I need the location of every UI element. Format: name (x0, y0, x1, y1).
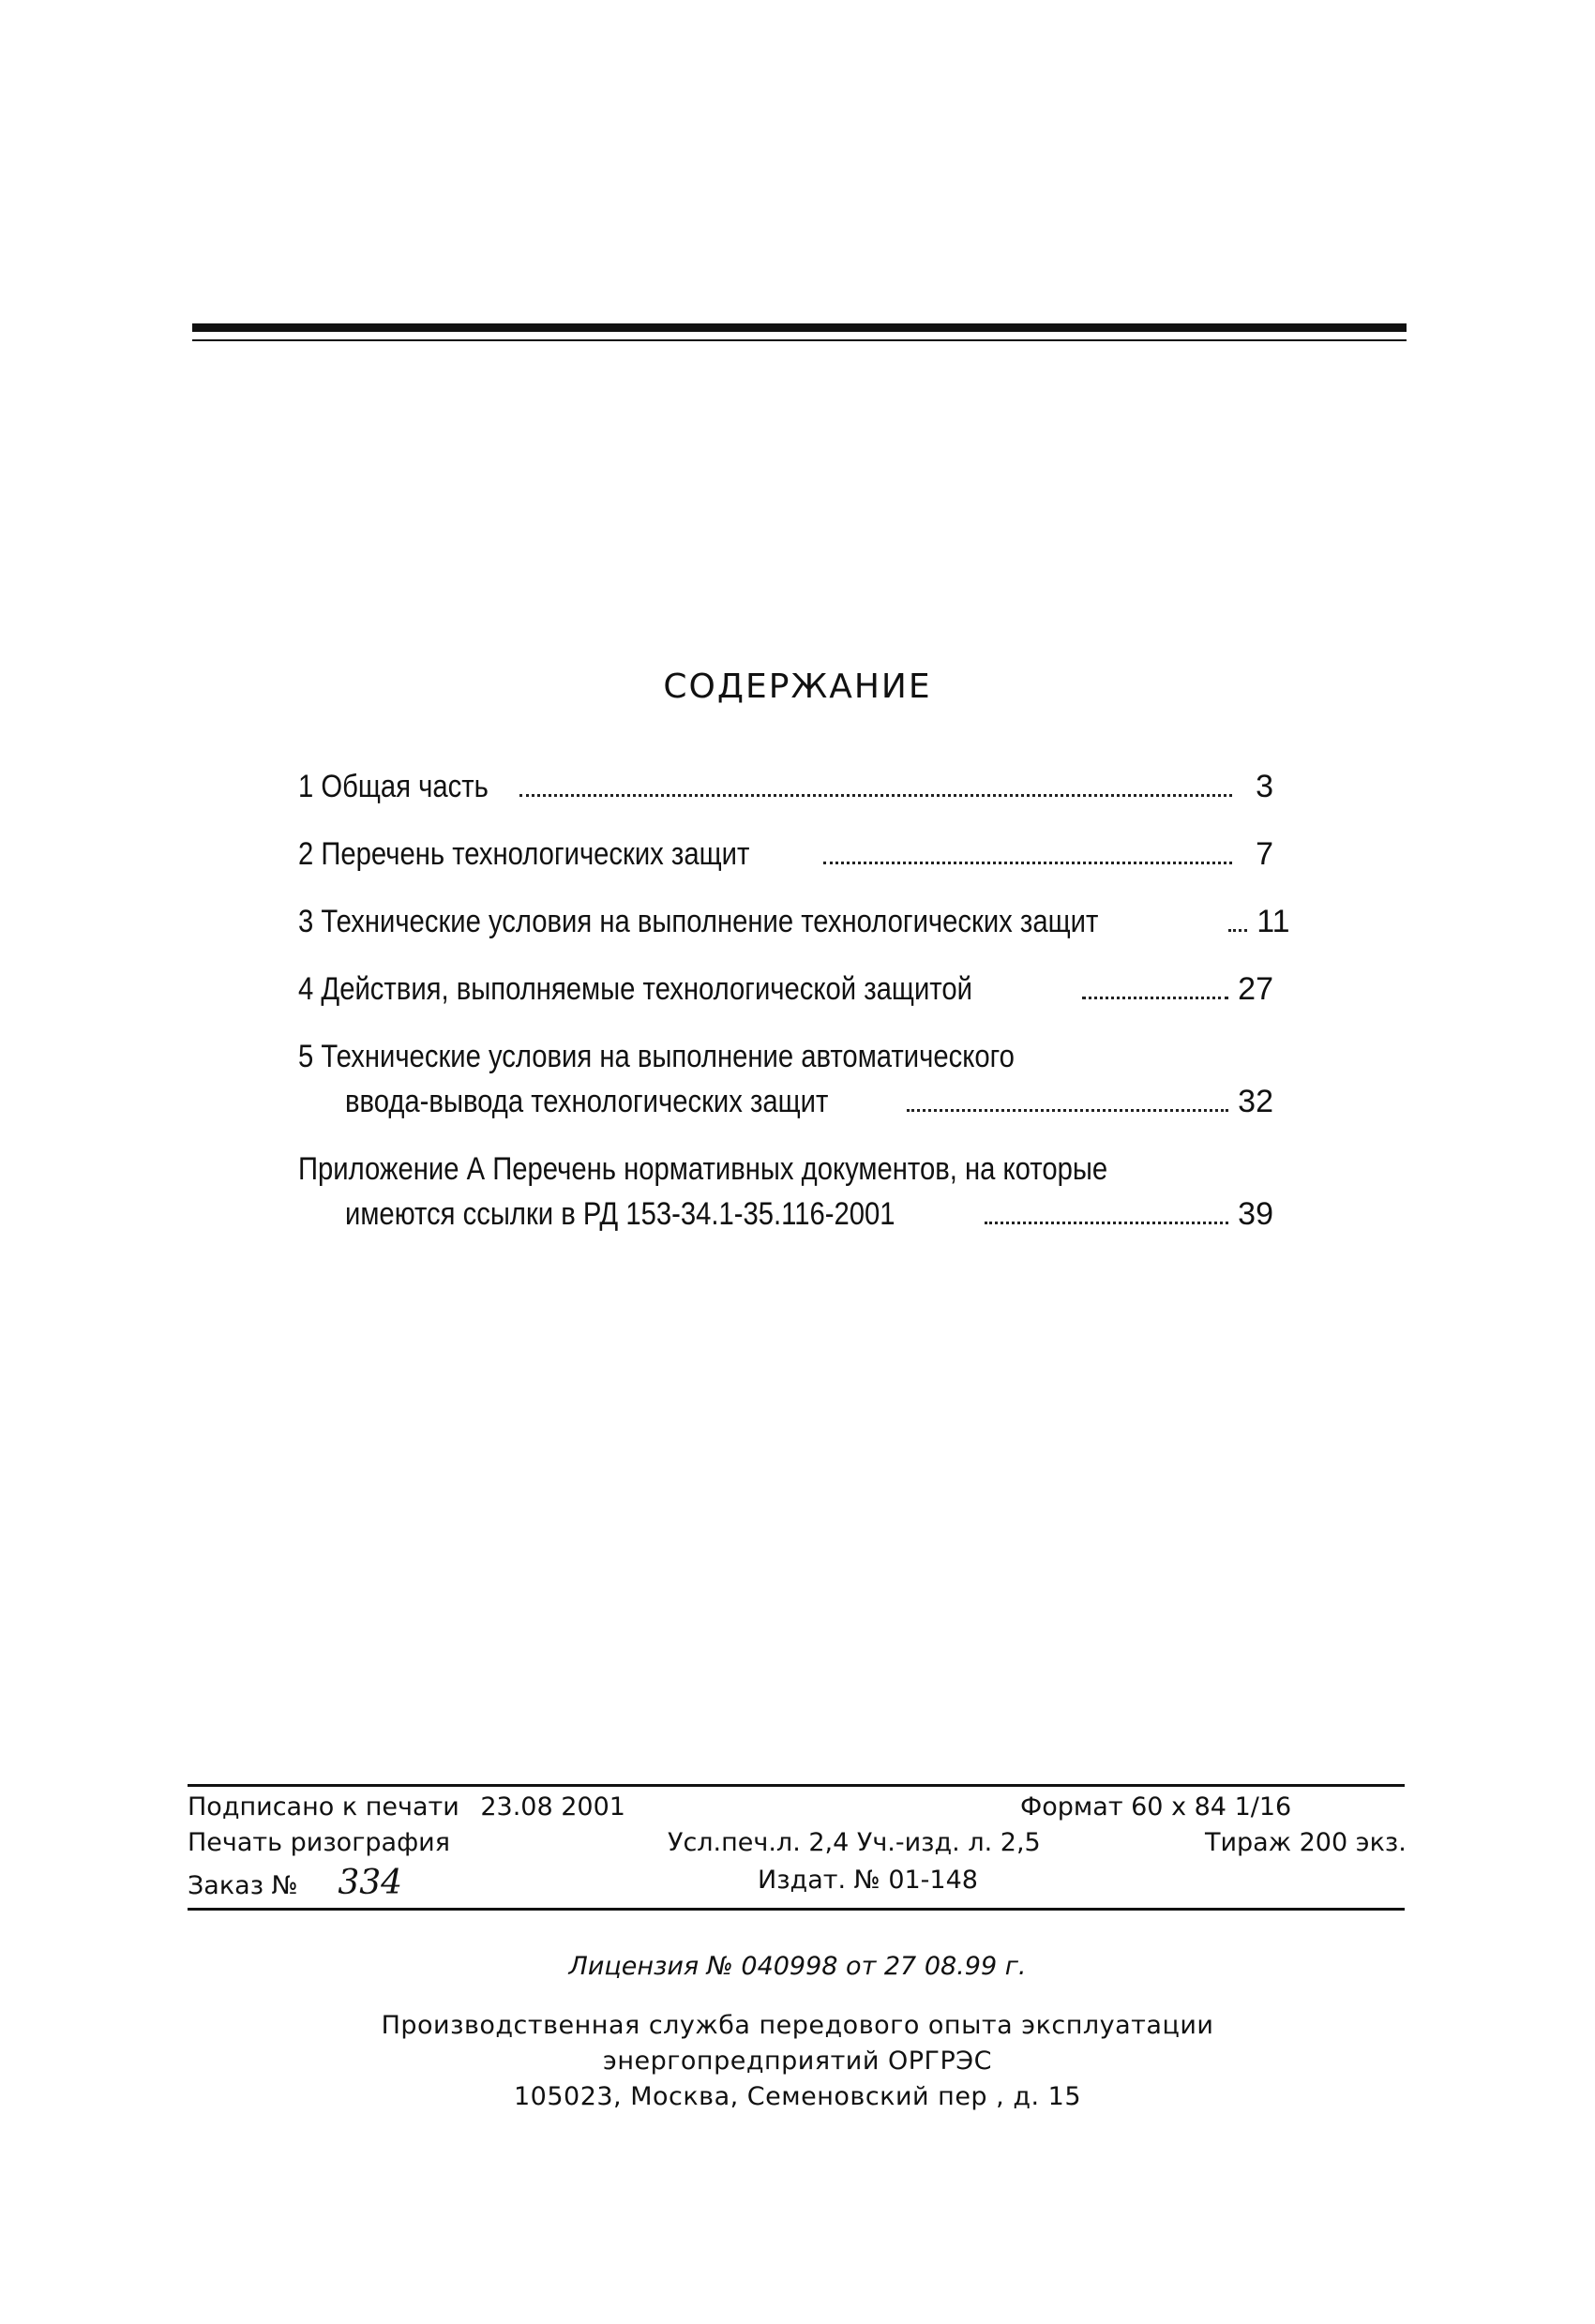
toc-title: СОДЕРЖАНИЕ (663, 667, 932, 706)
top-thin-rule (192, 339, 1407, 341)
toc-page-number: 27 (1238, 971, 1273, 1007)
toc-entry-appendix-a[interactable] (298, 1147, 1273, 1237)
toc-entry-4[interactable] (298, 967, 1273, 1012)
organization-address: 105023, Москва, Семеновский пер , д. 15 (513, 2082, 1082, 2111)
dot-leader (1228, 929, 1247, 932)
toc-entry-text: 3 Технические условия на выполнение технологических защит (298, 904, 1099, 939)
top-thick-rule (192, 323, 1407, 332)
printed-sheets: Усл.печ.л. 2,4 Уч.-изд. л. 2,5 (668, 1828, 1041, 1857)
toc-entry-text: 2 Перечень технологических защит (298, 836, 750, 872)
signed-date: 23.08 2001 (480, 1792, 625, 1822)
table-of-contents (298, 764, 1290, 1259)
organization-name-continuation: энергопредприятий ОРГРЭС (603, 2047, 992, 2076)
toc-entry-3[interactable] (298, 899, 1290, 944)
publication-number: Издат. № 01-148 (758, 1866, 978, 1895)
toc-entry-text: 5 Технические условия на выполнение автоматического (298, 1039, 1015, 1074)
toc-entry-5[interactable] (298, 1034, 1273, 1124)
organization-name: Производственная служба передового опыта эксплуатации (381, 2011, 1214, 2040)
order-label: Заказ № (188, 1871, 298, 1900)
toc-entry-text-continuation: ввода-вывода технологических защит (345, 1084, 829, 1119)
imprint-bottom-rule (188, 1908, 1405, 1911)
license-line: Лицензия № 040998 от 27 08.99 г. (568, 1952, 1027, 1981)
toc-entry-text: Приложение А Перечень нормативных документов, на которые (298, 1151, 1108, 1187)
toc-entry-text-continuation: имеются ссылки в РД 153-34.1-35.116-2001 (345, 1196, 895, 1232)
order-number-row (188, 1864, 402, 1902)
toc-entry-text: 1 Общая часть (298, 769, 489, 804)
toc-page-number: 11 (1256, 904, 1290, 939)
dot-leader (985, 1222, 1228, 1224)
toc-entry-1[interactable] (298, 764, 1273, 809)
dot-leader (1082, 997, 1228, 999)
print-type: Печать ризография (188, 1828, 450, 1857)
order-number-handwritten: 334 (338, 1864, 403, 1902)
dot-leader (519, 794, 1232, 797)
print-run: Тираж 200 экз. (1205, 1828, 1407, 1857)
toc-page-number: 3 (1256, 769, 1273, 804)
toc-page-number: 7 (1256, 836, 1273, 872)
dot-leader (907, 1109, 1228, 1112)
dot-leader (823, 862, 1232, 864)
imprint-top-rule (188, 1784, 1405, 1787)
paper-format: Формат 60 х 84 1/16 (1020, 1792, 1292, 1822)
toc-page-number: 39 (1238, 1196, 1273, 1232)
toc-page-number: 32 (1238, 1084, 1273, 1119)
toc-entry-2[interactable] (298, 832, 1273, 877)
signed-label: Подписано к печати (188, 1792, 459, 1822)
toc-entry-text: 4 Действия, выполняемые технологической защитой (298, 971, 972, 1007)
signed-for-print (188, 1792, 625, 1822)
